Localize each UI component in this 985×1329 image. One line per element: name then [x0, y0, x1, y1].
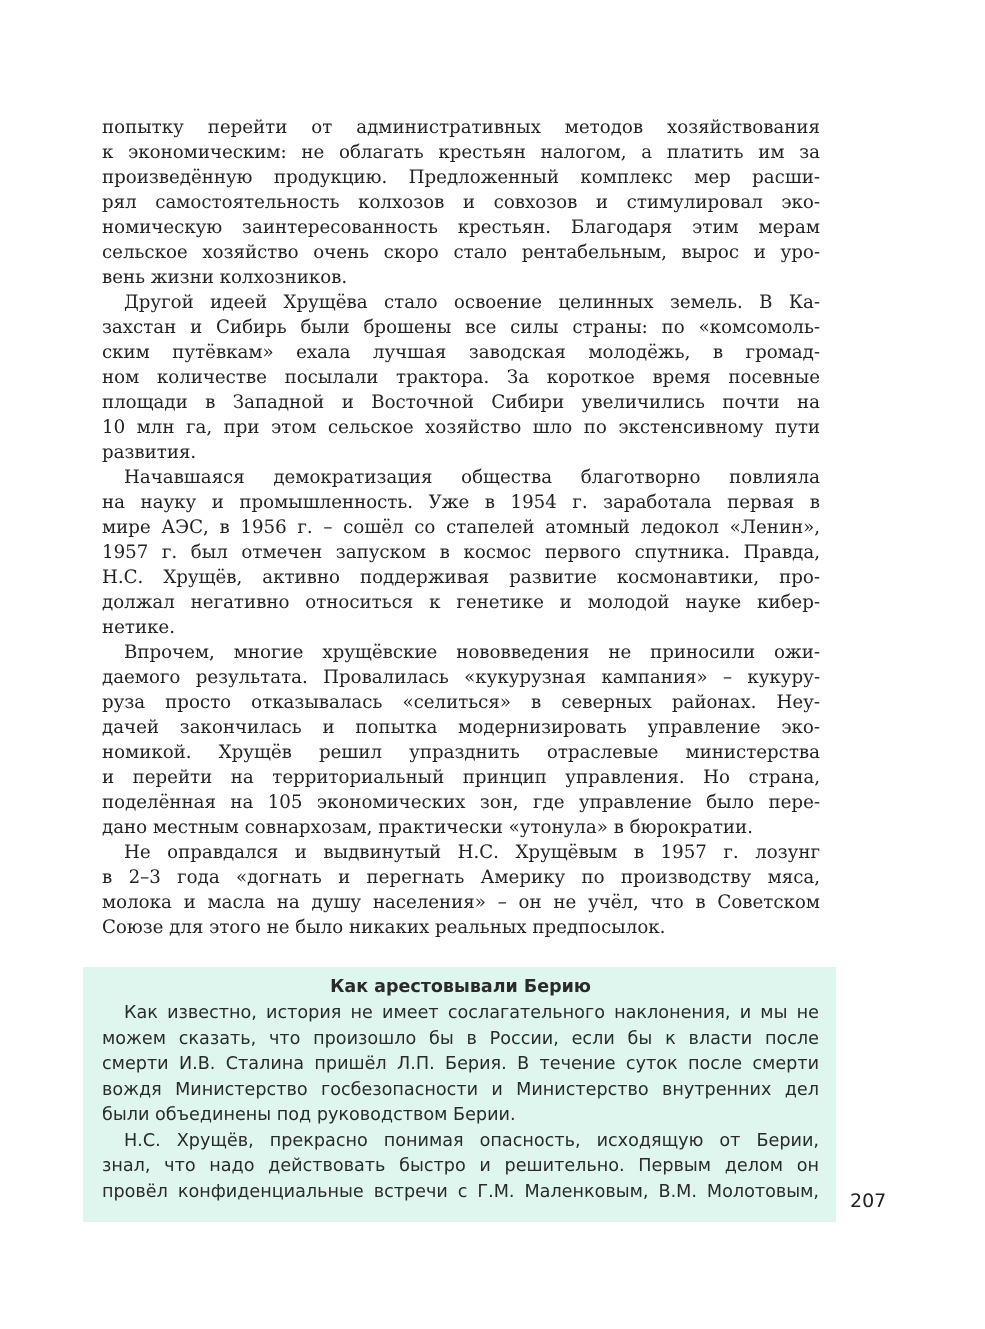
text-line: номическую заинтересованность крестьян. Благодаря этим мерам [102, 217, 820, 238]
paragraph [102, 640, 820, 840]
text-line: Как известно, история не имеет сослагательного наклонения, и мы не [124, 1003, 819, 1023]
text-line: знал, что надо действовать быстро и решительно. Первым делом он [102, 1156, 819, 1176]
text-line: Союзе для этого не было никаких реальных предпосылок. [102, 917, 666, 938]
page-number: 207 [850, 1190, 887, 1212]
text-line: ном количестве посылали трактора. За короткое время посевные [102, 367, 820, 388]
text-line: Другой идеей Хрущёва стало освоение целинных земель. В Ка- [124, 292, 820, 313]
text-line: 1957 г. был отмечен запуском в космос первого спутника. Правда, [102, 542, 820, 563]
text-line: нетике. [102, 617, 175, 638]
text-line: молока и масла на душу населения» – он не учёл, что в Советском [102, 892, 820, 913]
paragraph [102, 840, 820, 940]
text-line: и перейти на территориальный принцип управления. Но страна, [102, 767, 820, 788]
text-line: руза просто отказывалась «селиться» в северных районах. Неу- [102, 692, 820, 713]
text-line: Начавшаяся демократизация общества благотворно повлияла [124, 467, 820, 488]
text-line: номикой. Хрущёв решил упразднить отраслевые министерства [102, 742, 820, 763]
text-line: были объединены под руководством Берии. [102, 1105, 516, 1125]
paragraph [102, 115, 820, 290]
text-line: провёл конфиденциальные встречи с Г.М. Маленковым, В.М. Молотовым, [102, 1181, 819, 1202]
text-line: мире АЭС, в 1956 г. – сошёл со стапелей атомный ледокол «Ленин», [102, 517, 820, 538]
paragraph [102, 1129, 819, 1206]
text-line: к экономическим: не облагать крестьян налогом, а платить им за [102, 142, 820, 163]
sidebar-box-title: Как арестовывали Берию [330, 977, 591, 997]
paragraph [102, 1001, 819, 1129]
text-line: Н.С. Хрущёв, прекрасно понимая опасность, исходящую от Берии, [124, 1130, 819, 1151]
text-line: попытку перейти от административных методов хозяйствования [102, 117, 820, 138]
paragraph [102, 465, 820, 640]
text-line: захстан и Сибирь были брошены все силы страны: по «комсомоль- [102, 317, 820, 338]
text-line: Н.С. Хрущёв, активно поддерживая развитие космонавтики, про- [102, 567, 820, 588]
text-line: в 2–3 года «догнать и перегнать Америку по производству мяса, [102, 867, 820, 888]
text-line: даемого результата. Провалилась «кукурузная кампания» – кукуру- [102, 667, 820, 688]
text-line: Не оправдался и выдвинутый Н.С. Хрущёвым в 1957 г. лозунг [124, 842, 820, 863]
text-line: рял самостоятельность колхозов и совхозов и стимулировал эко- [102, 192, 820, 213]
text-line: дано местным совнархозам, практически «утонула» в бюрократии. [102, 817, 753, 838]
text-line: вень жизни колхозников. [102, 267, 348, 288]
text-line: ским путёвкам» ехала лучшая заводская молодёжь, в громад- [102, 342, 820, 363]
text-line: площади в Западной и Восточной Сибири увеличились почти на [102, 392, 820, 413]
text-line: 10 млн га, при этом сельское хозяйство шло по экстенсивному пути [102, 417, 820, 438]
text-line: сельское хозяйство очень скоро стало рентабельным, вырос и уро- [102, 242, 820, 263]
text-line: дачей закончилась и попытка модернизировать управление эко- [102, 717, 820, 738]
text-line: можем сказать, что произошло бы в России, если бы к власти после [102, 1028, 819, 1049]
text-line: произведённую продукцию. Предложенный комплекс мер расши- [102, 167, 820, 188]
text-line: вождя Министерство госбезопасности и Министерство внутренних дел [102, 1079, 819, 1100]
text-line: смерти И.В. Сталина пришёл Л.П. Берия. В течение суток после смерти [102, 1054, 819, 1074]
text-line: на науку и промышленность. Уже в 1954 г. заработала первая в [102, 492, 820, 513]
paragraph [102, 290, 820, 465]
main-text [102, 115, 820, 940]
text-line: развития. [102, 442, 197, 463]
text-line: поделённая на 105 экономических зон, где управление было пере- [102, 792, 820, 813]
text-line: должал негативно относиться к генетике и молодой науке кибер- [102, 592, 820, 613]
text-line: Впрочем, многие хрущёвские нововведения не приносили ожи- [124, 642, 820, 663]
sidebar-box [83, 967, 836, 1222]
